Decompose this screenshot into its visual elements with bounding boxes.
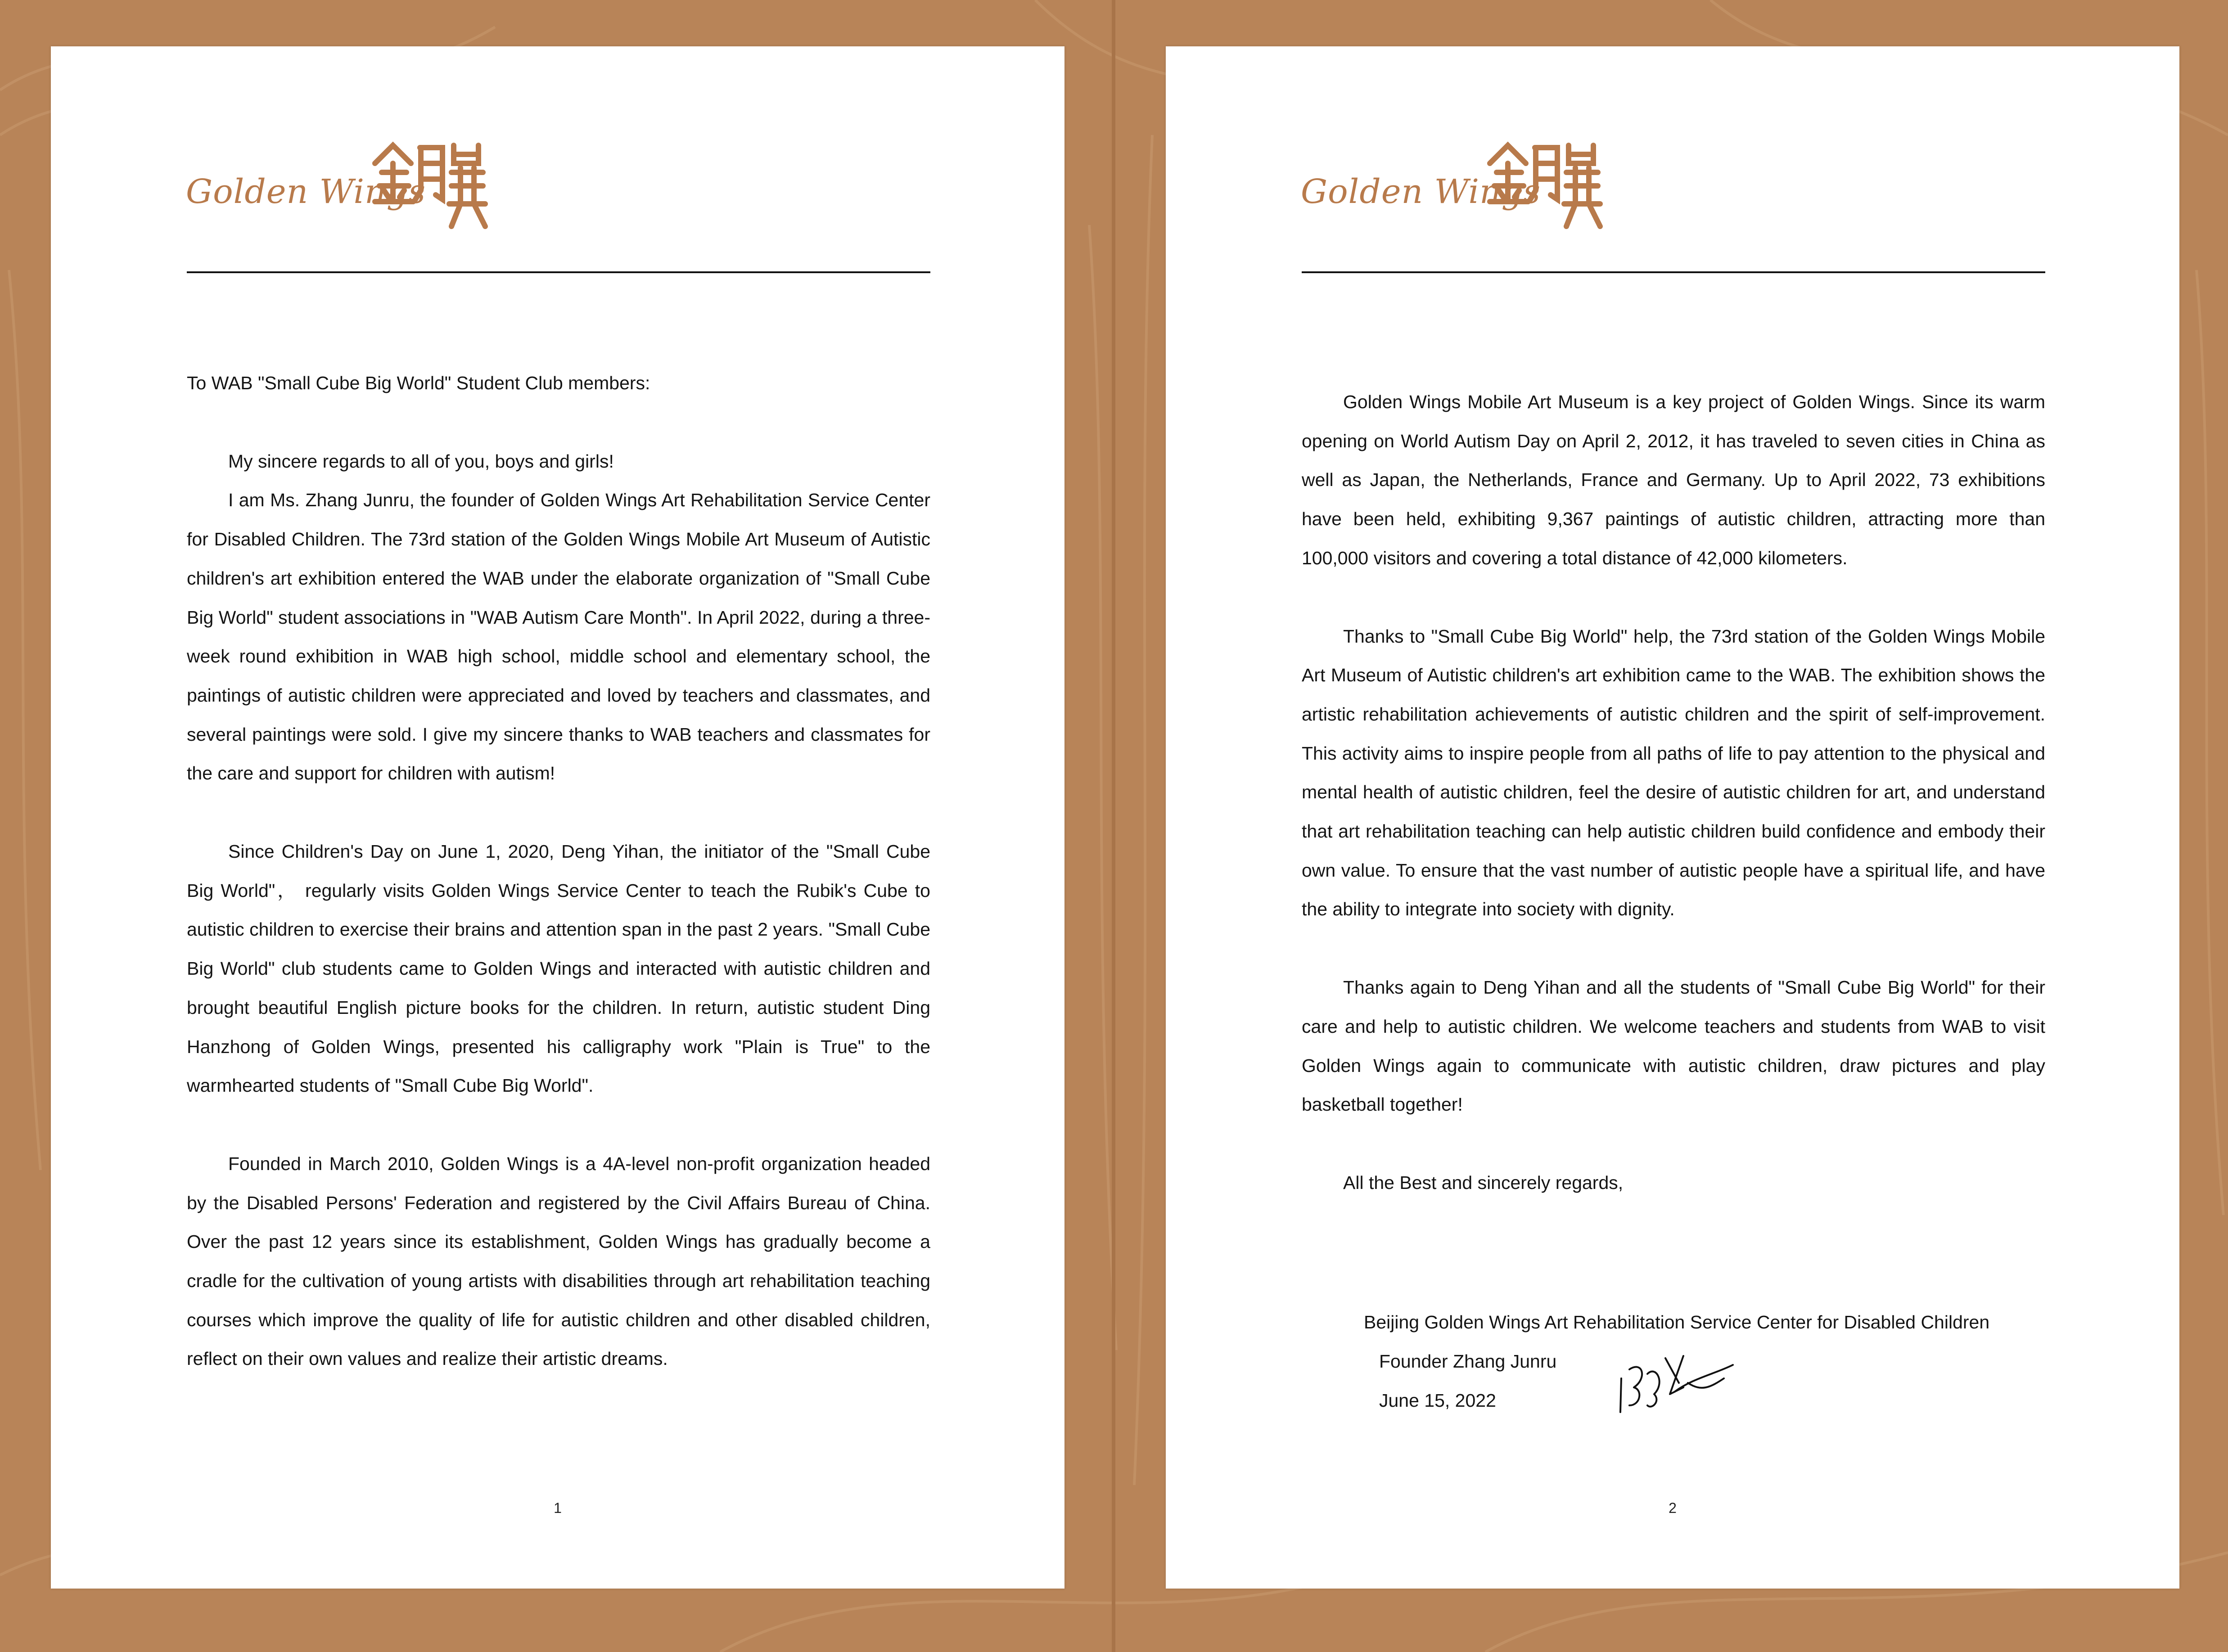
- page-gutter: [1112, 0, 1115, 1652]
- founder-name: Founder Zhang Junru: [1379, 1351, 1557, 1372]
- paragraph: Thanks to "Small Cube Big World" help, the 73rd station of the Golden Wings Mobile Art Museum of Autistic children's art exhibition came to the WAB. The exhibition shows the artistic rehabilitation achievements of autistic children and the spirit of self-improvement. This activity aims to inspire people from all paths of life to pay attention to the physical and mental health of autistic children, feel the desire of autistic children for art, and understand that art rehabilitation teaching can help autistic children build confidence and embody their own value. To ensure that the vast number of autistic people have a spiritual life, and have the ability to integrate into society with dignity.: [1302, 626, 2045, 920]
- paragraph: My sincere regards to all of you, boys and girls!: [228, 450, 614, 472]
- closing: All the Best and sincerely regards,: [1343, 1172, 1624, 1193]
- salutation: To WAB "Small Cube Big World" Student Club members:: [187, 373, 650, 393]
- paragraph: Thanks again to Deng Yihan and all the students of "Small Cube Big World" for their care and help to autistic children. We welcome teachers and students from WAB to visit Golden Wings again to communicate with autistic children, draw pictures and play basketball together!: [1302, 977, 2045, 1115]
- logo-text: Golden Wings: [186, 172, 426, 211]
- letter-date: June 15, 2022: [1379, 1390, 1496, 1411]
- golden-wings-logo: [1301, 136, 1607, 258]
- logo-chinese-characters: [1485, 136, 1607, 258]
- page-number: 2: [1669, 1500, 1677, 1516]
- paragraph: I am Ms. Zhang Junru, the founder of Golden Wings Art Rehabilitation Service Center for Disabled Children. The 73rd station of the Golden Wings Mobile Art Museum of Autistic children's art exhibition entered the WAB under the elaborate organization of "Small Cube Big World" student associations in "WAB Autism Care Month". In April 2022, during a three-week round exhibition in WAB high school, middle school and elementary school, the paintings of autistic children were appreciated and loved by teachers and classmates, and several paintings were sold. I give my sincere thanks to WAB teachers and classmates for the care and support for children with autism!: [187, 490, 930, 784]
- organization-name: Beijing Golden Wings Art Rehabilitation Service Center for Disabled Children: [1364, 1312, 1990, 1332]
- paragraph: Founded in March 2010, Golden Wings is a 4A-level non-profit organization headed by the Disabled Persons' Federation and registered by the Civil Affairs Bureau of China. Over the past 12 years since its establishment, Golden Wings has gradually become a cradle for the cultivation of young artists with disabilities through art rehabilitation teaching courses which improve the quality of life for autistic children and other disabled children, reflect on their own values and realize their artistic dreams.: [187, 1153, 930, 1369]
- paragraph: Since Children's Day on June 1, 2020, Deng Yihan, the initiator of the "Small Cube Big World"， regularly visits Golden Wings Service Center to teach the Rubik's Cube to autistic children to exercise their brains and attention span in the past 2 years. "Small Cube Big World" club students came to Golden Wings and interacted with autistic children and brought beautiful English picture books for the children. In return, autistic student Ding Hanzhong of Golden Wings, presented his calligraphy work "Plain is True" to the warmhearted students of "Small Cube Big World".: [187, 841, 930, 1096]
- letter-body-page-2: [1302, 383, 2045, 1202]
- letter-page-1: [51, 46, 1064, 1589]
- logo-chinese-characters: [370, 136, 492, 258]
- golden-wings-logo: [186, 136, 492, 258]
- page-number: 1: [554, 1500, 562, 1516]
- letter-page-2: [1166, 46, 2179, 1589]
- header-rule: [187, 271, 930, 273]
- handwritten-signature: [1616, 1351, 1737, 1423]
- logo-text: Golden Wings: [1301, 172, 1541, 211]
- paragraph: Golden Wings Mobile Art Museum is a key project of Golden Wings. Since its warm opening on World Autism Day on April 2, 2012, it has traveled to seven cities in China as well as Japan, the Netherlands, France and Germany. Up to April 2022, 73 exhibitions have been held, exhibiting 9,367 paintings of autistic children, attracting more than 100,000 visitors and covering a total distance of 42,000 kilometers.: [1302, 392, 2045, 568]
- letter-body-page-1: [187, 364, 930, 1378]
- header-rule: [1302, 271, 2045, 273]
